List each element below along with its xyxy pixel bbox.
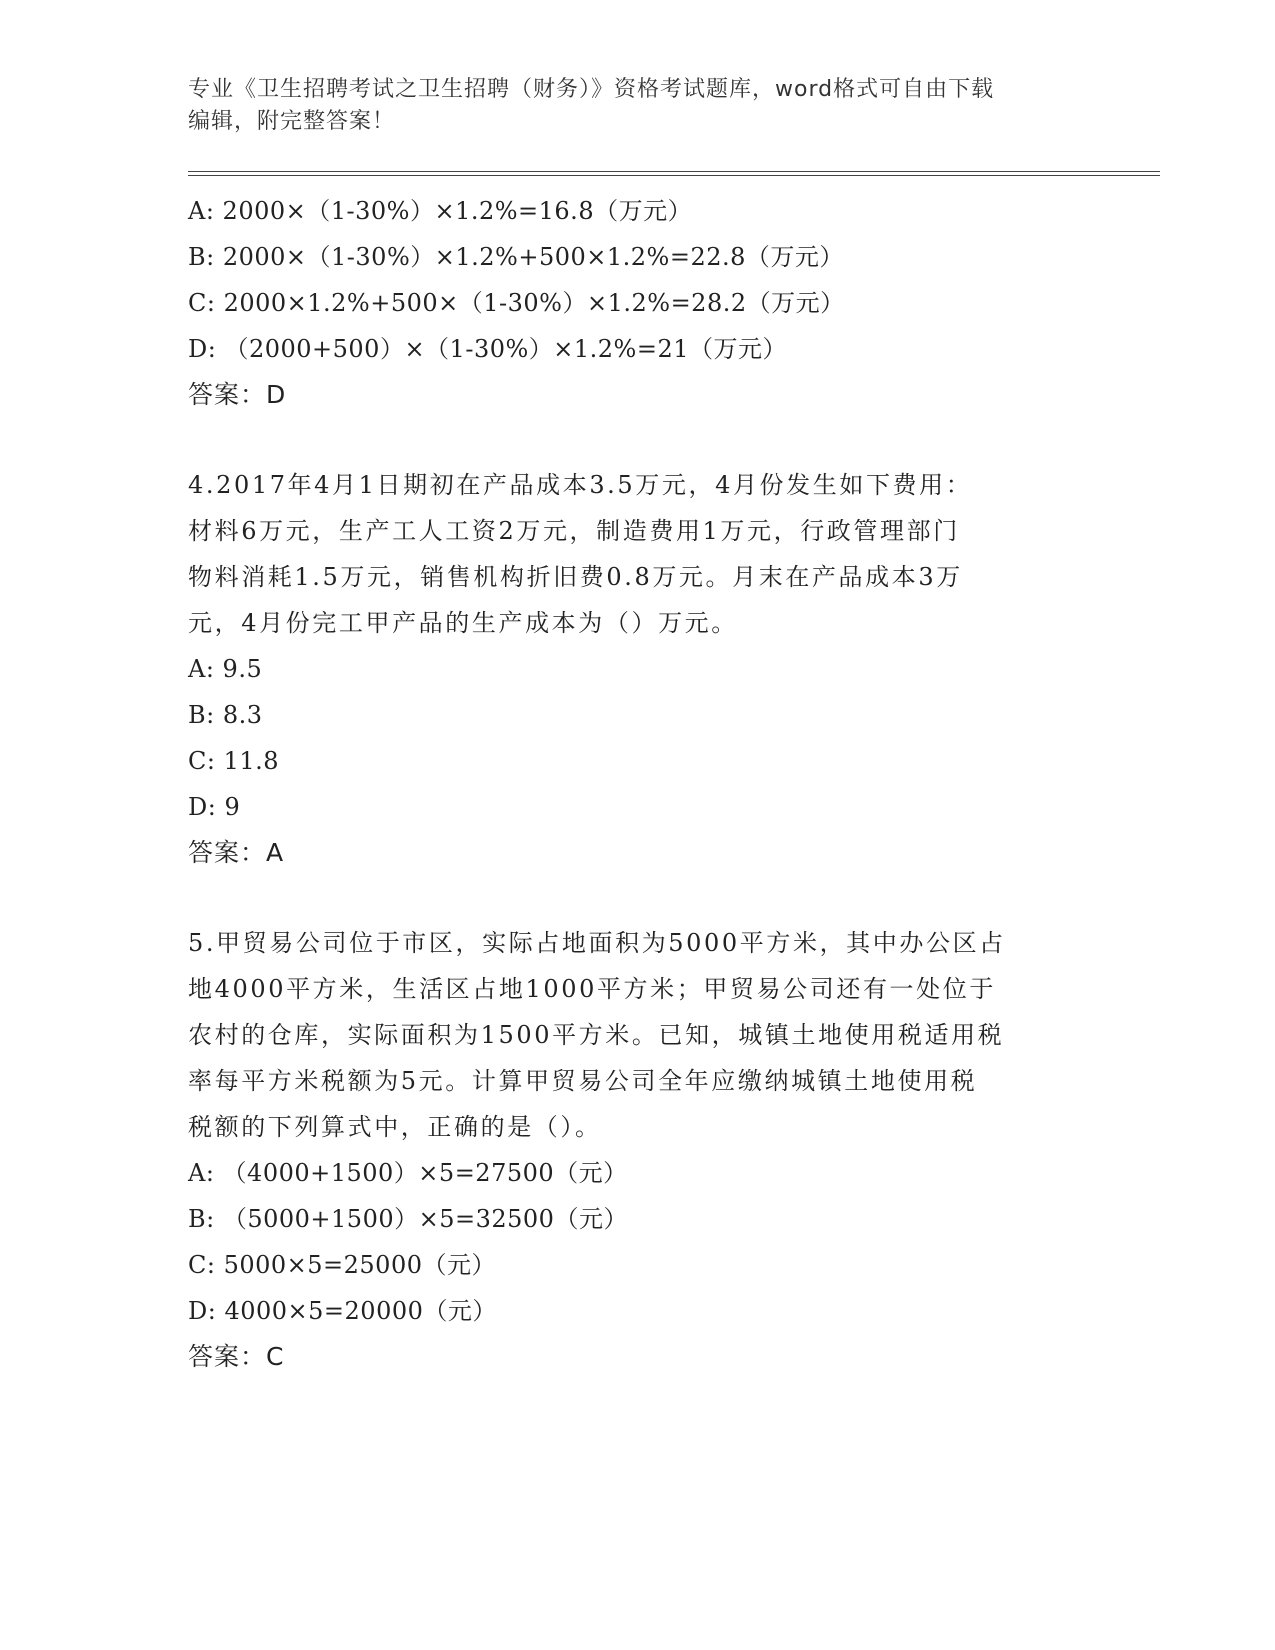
q4-option-c: C: 11.8 bbox=[188, 747, 280, 775]
document-body bbox=[188, 188, 1088, 1380]
q5-stem-line-1: 5.甲贸易公司位于市区，实际占地面积为5000平方米，其中办公区占 bbox=[188, 929, 1006, 957]
q4-option-d: D: 9 bbox=[188, 793, 241, 821]
q5-option-b: B: （5000+1500）×5=32500（元） bbox=[188, 1205, 628, 1233]
q5-stem-line-5: 税额的下列算式中，正确的是（）。 bbox=[188, 1113, 602, 1141]
header-line-1: 专业《卫生招聘考试之卫生招聘（财务）》资格考试题库，word格式可自由下载 bbox=[188, 77, 995, 102]
question-3 bbox=[188, 188, 1088, 418]
q5-stem-line-2: 地4000平方米，生活区占地1000平方米；甲贸易公司还有一处位于 bbox=[188, 975, 996, 1003]
document-header bbox=[188, 74, 1088, 138]
q5-option-c: C: 5000×5=25000（元） bbox=[188, 1251, 496, 1279]
q4-option-a: A: 9.5 bbox=[188, 655, 263, 683]
header-rule-bottom bbox=[188, 175, 1160, 176]
q3-option-a: A: 2000×（1-30%）×1.2%=16.8（万元） bbox=[188, 197, 693, 225]
question-4 bbox=[188, 462, 1088, 876]
q4-stem-line-2: 材料6万元，生产工人工资2万元，制造费用1万元，行政管理部门 bbox=[188, 517, 960, 545]
q4-stem-line-1: 4.2017年4月1日期初在产品成本3.5万元，4月份发生如下费用： bbox=[188, 471, 973, 499]
q3-option-d: D: （2000+500）×（1-30%）×1.2%=21（万元） bbox=[188, 335, 788, 363]
q5-option-d: D: 4000×5=20000（元） bbox=[188, 1297, 497, 1325]
q3-answer: 答案：D bbox=[188, 380, 287, 409]
q4-option-b: B: 8.3 bbox=[188, 701, 263, 729]
header-rule-top bbox=[188, 171, 1160, 172]
q5-option-a: A: （4000+1500）×5=27500（元） bbox=[188, 1159, 628, 1187]
question-5 bbox=[188, 920, 1088, 1380]
q5-answer: 答案：C bbox=[188, 1342, 285, 1371]
header-line-2: 编辑，附完整答案！ bbox=[188, 109, 396, 134]
q4-stem-line-3: 物料消耗1.5万元，销售机构折旧费0.8万元。月末在产品成本3万 bbox=[188, 563, 963, 591]
q4-answer: 答案：A bbox=[188, 838, 285, 867]
q3-option-b: B: 2000×（1-30%）×1.2%+500×1.2%=22.8（万元） bbox=[188, 243, 844, 271]
q5-stem-line-4: 率每平方米税额为5元。计算甲贸易公司全年应缴纳城镇土地使用税 bbox=[188, 1067, 978, 1095]
q4-stem-line-4: 元，4月份完工甲产品的生产成本为（）万元。 bbox=[188, 609, 738, 637]
q5-stem-line-3: 农村的仓库，实际面积为1500平方米。已知，城镇土地使用税适用税 bbox=[188, 1021, 1005, 1049]
q3-option-c: C: 2000×1.2%+500×（1-30%）×1.2%=28.2（万元） bbox=[188, 289, 845, 317]
